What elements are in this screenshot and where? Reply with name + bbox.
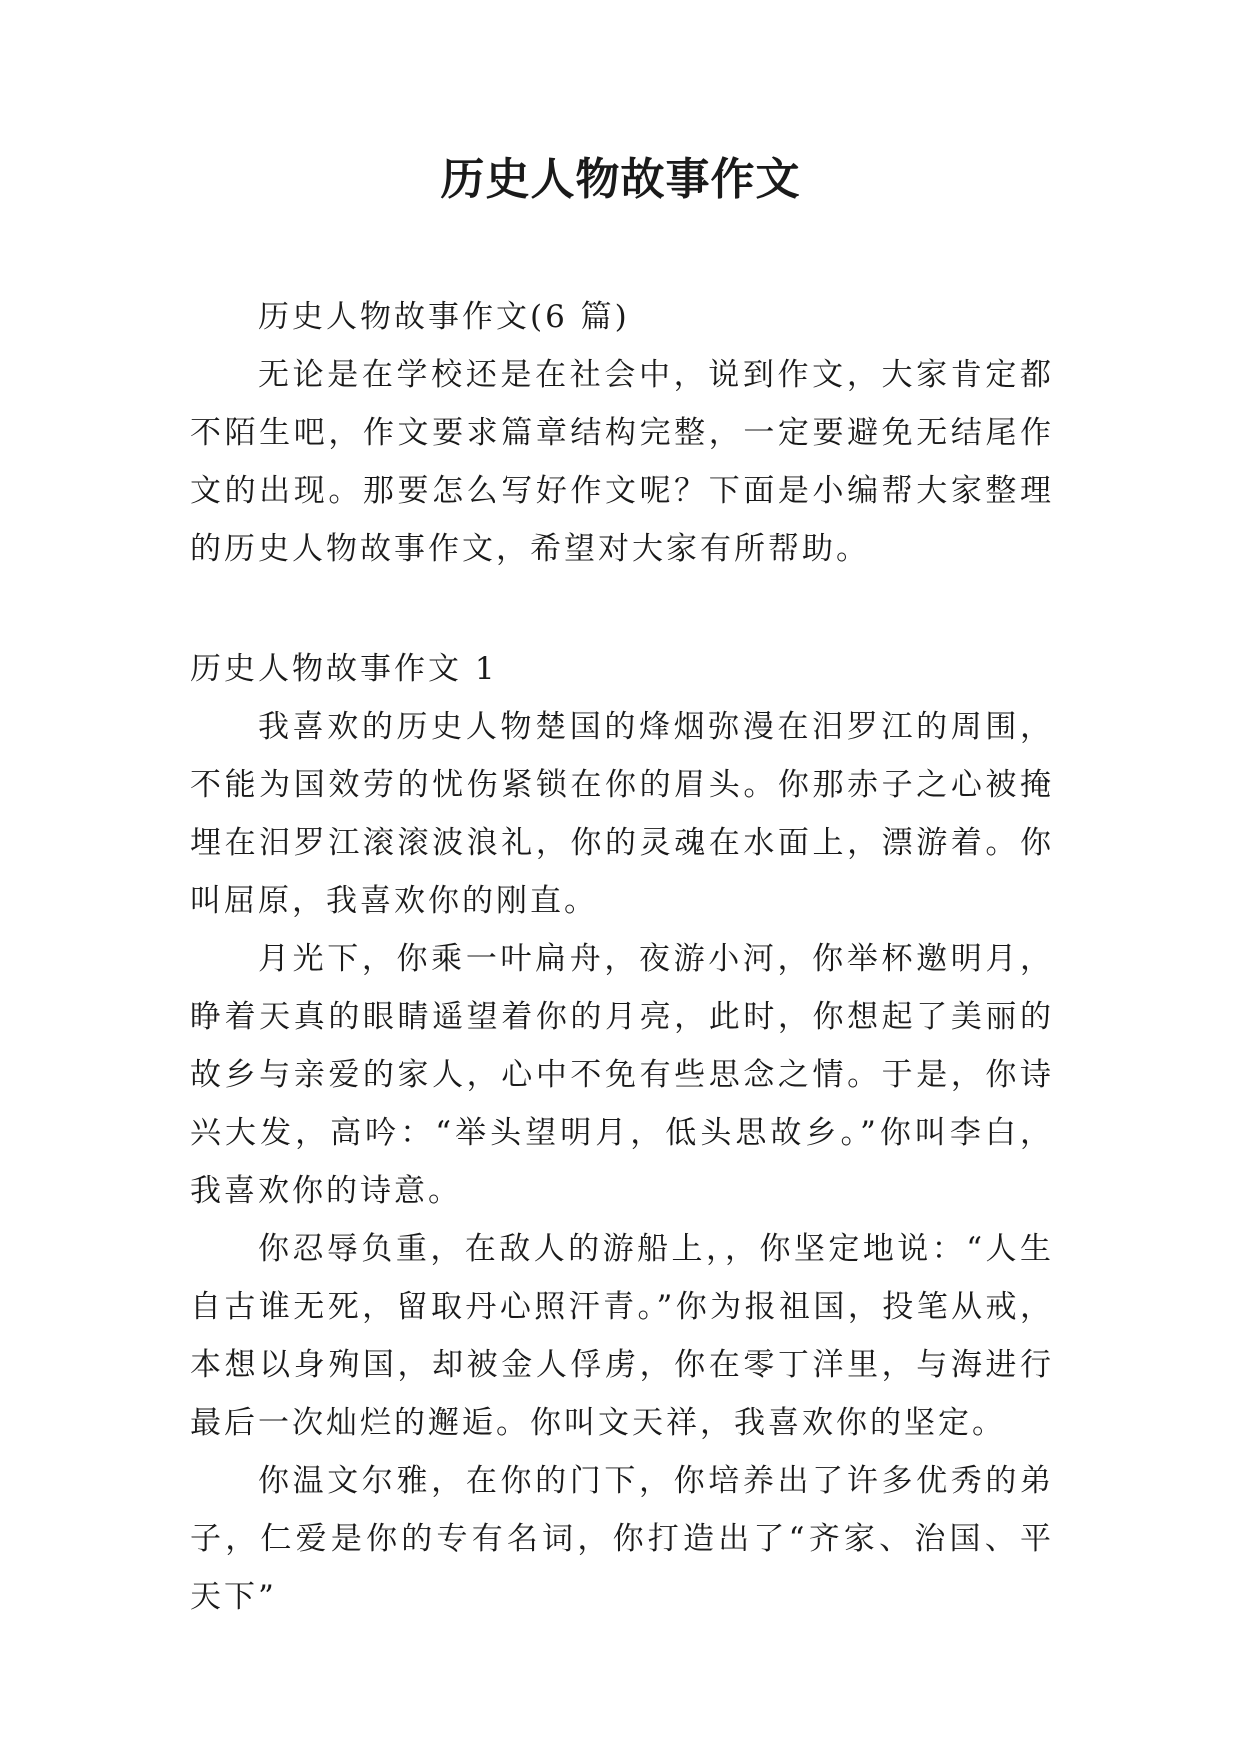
section-heading: 历史人物故事作文 1	[190, 651, 498, 687]
document-subtitle: 历史人物故事作文(6 篇)	[258, 299, 630, 335]
document-body	[190, 288, 1054, 1626]
body-paragraph: 月光下，你乘一叶扁舟，夜游小河，你举杯邀明月，睁着天真的眼睛遥望着你的月亮，此时，你想起了美丽的故乡与亲爱的家人，心中不免有些思念之情。于是，你诗兴大发，高吟：“举头望明月，低头思故乡。”你叫李白，我喜欢你的诗意。	[190, 941, 1054, 1209]
intro-paragraph: 无论是在学校还是在社会中，说到作文，大家肯定都不陌生吧，作文要求篇章结构完整，一定要避免无结尾作文的出现。那要怎么写好作文呢？下面是小编帮大家整理的历史人物故事作文，希望对大家有所帮助。	[190, 357, 1054, 567]
body-paragraph: 你温文尔雅，在你的门下，你培养出了许多优秀的弟子，仁爱是你的专有名词，你打造出了“齐家、治国、平天下”	[190, 1463, 1054, 1615]
body-paragraph: 你忍辱负重，在敌人的游船上，，你坚定地说：“人生自古谁无死，留取丹心照汗青。”你为报祖国，投笔从戒，本想以身殉国，却被金人俘虏，你在零丁洋里，与海进行最后一次灿烂的邂逅。你叫文天祥，我喜欢你的坚定。	[190, 1231, 1054, 1441]
body-paragraph: 我喜欢的历史人物楚国的烽烟弥漫在汨罗江的周围，不能为国效劳的忧伤紧锁在你的眉头。你那赤子之心被掩埋在汨罗江滚滚波浪礼，你的灵魂在水面上，漂游着。你叫屈原，我喜欢你的刚直。	[190, 709, 1054, 919]
document-title: 历史人物故事作文	[440, 154, 801, 205]
section-spacer	[190, 578, 1054, 640]
